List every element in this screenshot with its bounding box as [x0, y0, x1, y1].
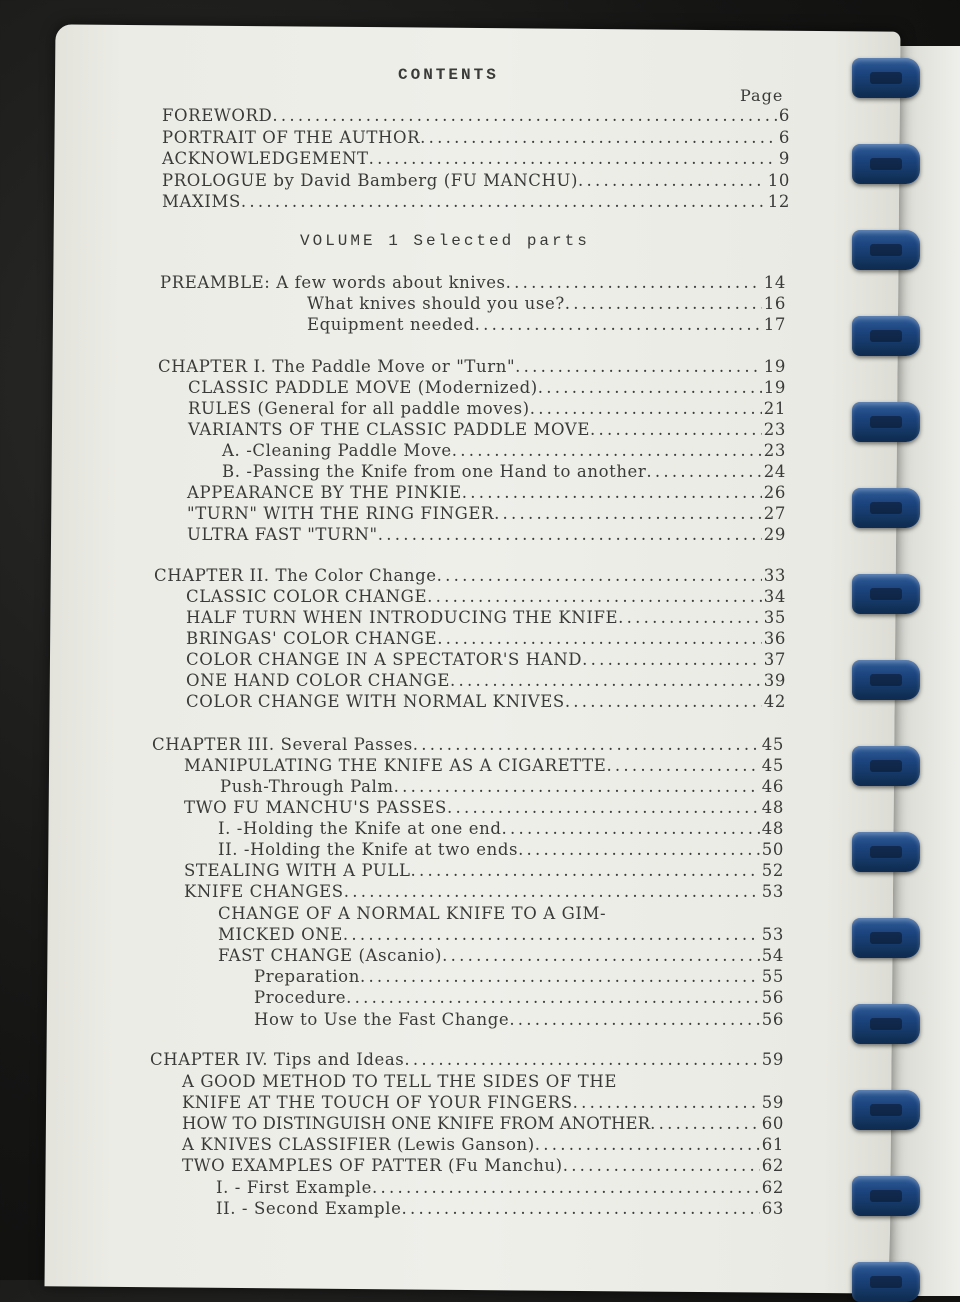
toc-chapter: CHAPTER III. Several Passes . . . 45	[152, 735, 784, 754]
page-column-label: Page	[740, 86, 784, 105]
toc-entry: MANIPULATING THE KNIFE AS A CIGARETTE . . . 45	[184, 756, 784, 775]
toc-entry: I. - First Example . . . 62	[216, 1178, 784, 1197]
toc-entry: KNIFE AT THE TOUCH OF YOUR FINGERS . . . 59	[182, 1093, 784, 1112]
toc-entry: MICKED ONE . . . 53	[218, 925, 784, 944]
toc-entry: MAXIMS . . . 12	[162, 192, 790, 211]
toc-entry: ACKNOWLEDGEMENT . . . 9	[162, 149, 790, 168]
toc-entry: HOW TO DISTINGUISH ONE KNIFE FROM ANOTHER . . . 60	[182, 1114, 784, 1133]
toc-chapter: CHAPTER II. The Color Change . . . 33	[154, 566, 786, 585]
toc-entry: II. -Holding the Knife at two ends . . . 50	[218, 840, 784, 859]
toc-entry: HALF TURN WHEN INTRODUCING THE KNIFE . . . 35	[186, 608, 786, 627]
toc-entry: FOREWORD . . . 6	[162, 106, 790, 125]
toc-entry: COLOR CHANGE WITH NORMAL KNIVES . . . 42	[186, 692, 786, 711]
toc-entry: CLASSIC PADDLE MOVE (Modernized) . . . 19	[188, 378, 786, 397]
toc-entry: STEALING WITH A PULL . . . 52	[184, 861, 784, 880]
toc-entry: "TURN" WITH THE RING FINGER . . . 27	[187, 504, 786, 523]
toc-entry: I. -Holding the Knife at one end . . . 48	[218, 819, 784, 838]
toc-entry: FAST CHANGE (Ascanio) . . . 54	[218, 946, 784, 965]
volume-heading: VOLUME 1 Selected parts	[300, 232, 590, 250]
toc-entry: A. -Cleaning Paddle Move . . . 23	[222, 441, 786, 460]
toc-entry: PREAMBLE: A few words about knives . . . 14	[160, 273, 786, 292]
toc-entry: TWO FU MANCHU'S PASSES . . . 48	[184, 798, 784, 817]
toc-chapter: CHAPTER I. The Paddle Move or "Turn" . . . 19	[158, 357, 786, 376]
toc-entry: What knives should you use? . . . 16	[307, 294, 786, 313]
toc-entry: PORTRAIT OF THE AUTHOR . . . 6	[162, 128, 790, 147]
toc-entry-continued: CHANGE OF A NORMAL KNIFE TO A GIM-	[218, 904, 607, 923]
toc-entry: Procedure . . . 56	[254, 988, 784, 1007]
toc-entry-continued: A GOOD METHOD TO TELL THE SIDES OF THE	[182, 1072, 617, 1091]
toc-entry: ULTRA FAST "TURN" . . . 29	[187, 525, 786, 544]
toc-entry: Push-Through Palm . . . 46	[220, 777, 784, 796]
toc-entry: ONE HAND COLOR CHANGE . . . 39	[186, 671, 786, 690]
toc-chapter: CHAPTER IV. Tips and Ideas . . . 59	[150, 1050, 784, 1069]
toc-entry: BRINGAS' COLOR CHANGE . . . 36	[186, 629, 786, 648]
toc-entry: CLASSIC COLOR CHANGE . . . 34	[186, 587, 786, 606]
contents-heading: CONTENTS	[398, 66, 499, 84]
toc-entry: RULES (General for all paddle moves) . . . 21	[188, 399, 786, 418]
toc-entry: APPEARANCE BY THE PINKIE . . . 26	[187, 483, 786, 502]
toc-entry: A KNIVES CLASSIFIER (Lewis Ganson) . . . 61	[182, 1135, 784, 1154]
toc-entry: VARIANTS OF THE CLASSIC PADDLE MOVE . . . 23	[188, 420, 786, 439]
toc-entry: COLOR CHANGE IN A SPECTATOR'S HAND . . . 37	[186, 650, 786, 669]
toc-entry: KNIFE CHANGES . . . 53	[184, 882, 784, 901]
toc-entry: How to Use the Fast Change . . . 56	[254, 1010, 784, 1029]
toc-entry: TWO EXAMPLES OF PATTER (Fu Manchu) . . . 62	[182, 1156, 784, 1175]
toc-entry: B. -Passing the Knife from one Hand to another . . . 24	[222, 462, 786, 481]
toc-entry: PROLOGUE by David Bamberg (FU MANCHU) . . . 10	[162, 171, 790, 190]
toc-entry: Preparation . . . 55	[254, 967, 784, 986]
toc-entry: II. - Second Example . . . 63	[216, 1199, 784, 1218]
toc-entry: Equipment needed . . . 17	[307, 315, 786, 334]
